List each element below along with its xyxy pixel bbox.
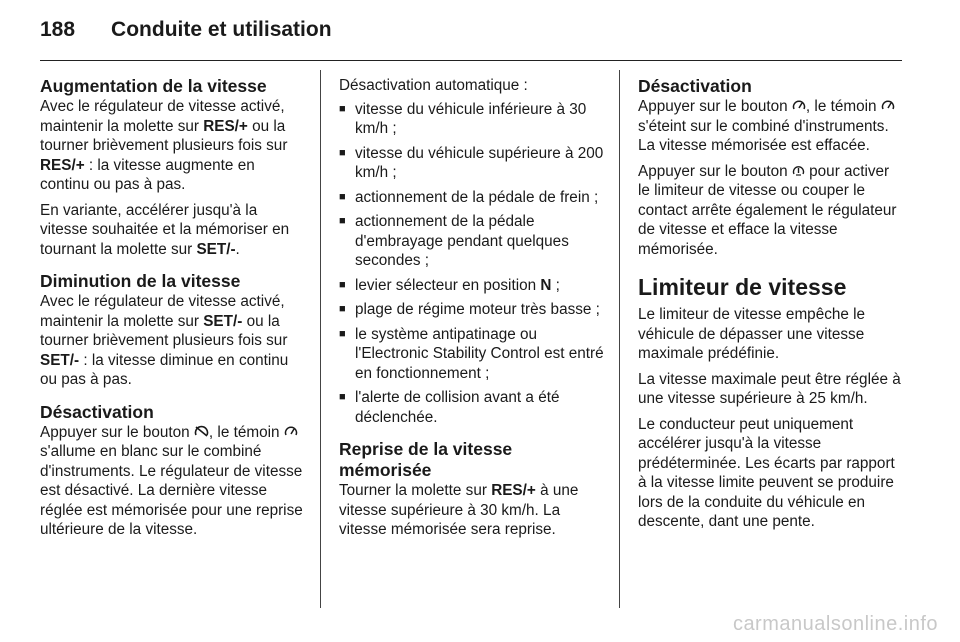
page-header [40, 18, 902, 60]
section-title-deactivation-2: Désactivation [638, 76, 752, 96]
speed-limiter-icon [792, 162, 805, 182]
column-1 [40, 76, 306, 540]
column-3 [638, 76, 904, 532]
paragraph: En variante, accélérer jusqu'à la vitesse souhaitée et la mémoriser en tournant la molette sur SET/-. [40, 201, 290, 258]
section-title-decrease: Diminution de la vitesse [40, 271, 241, 291]
section-title-deactivation: Désactivation [40, 401, 154, 422]
header-rule [40, 60, 902, 61]
list-item: ■ vitesse du véhicule supérieure à 200 km/h ; [339, 144, 605, 183]
cruise-cancel-icon [194, 423, 209, 443]
list-item: ■ le système antipatinage ou l'Electronic Stability Control est entré en fonctionnement ; [339, 325, 605, 384]
cruise-control-icon [284, 423, 298, 443]
paragraph: Le limiteur de vitesse empêche le véhicule de dépasser une vitesse maximale prédéfinie. [638, 306, 866, 362]
cruise-control-icon [881, 97, 895, 117]
page-title: Conduite et utilisation [111, 18, 332, 41]
list-item: ■ actionnement de la pédale d'embrayage pendant quelques secondes ; [339, 212, 605, 271]
section-title-increase: Augmentation de la vitesse [40, 76, 267, 96]
column-2 [339, 76, 605, 540]
paragraph: La vitesse maximale peut être réglée à une vitesse supérieure à 25 km/h. [638, 370, 901, 407]
watermark: carmanualsonline.info [732, 613, 938, 635]
paragraph: Le conducteur peut uniquement accélérer jusqu'à la vitesse prédéterminée. Les écarts par rapport à la vitesse limite peuvent se produire lors de la conduite du véhicule en descente, dant une pente. [638, 415, 895, 530]
paragraph: Tourner la molette sur RES/+ à une vitesse supérieure à 30 km/h. La vitesse mémorisée sera reprise. [339, 482, 579, 538]
paragraph: Appuyer sur le bouton , le témoin s'éteint sur le combiné d'instruments. La vitesse mémorisée est effacée. [638, 97, 904, 156]
section-title-resume: Reprise de la vitesse mémorisée [339, 439, 513, 480]
section-title-speed-limiter: Limiteur de vitesse [638, 274, 847, 300]
column-divider-1 [320, 70, 321, 608]
list-item: ■ actionnement de la pédale de frein ; [339, 188, 605, 208]
list-item: ■ levier sélecteur en position N ; [339, 276, 605, 296]
paragraph: Avec le régulateur de vitesse activé, maintenir la molette sur SET/- ou la tourner brièvement plusieurs fois sur SET/- : la vitesse diminue en continu ou pas à pas. [40, 293, 289, 388]
column-divider-2 [619, 70, 620, 608]
list-item: ■ l'alerte de collision avant a été déclenchée. [339, 388, 605, 427]
page-number: 188 [40, 18, 76, 41]
cruise-control-icon [792, 97, 806, 117]
list-item: ■ plage de régime moteur très basse ; [339, 300, 605, 320]
auto-deactivation-intro: Désactivation automatique : [339, 77, 528, 94]
paragraph: Avec le régulateur de vitesse activé, maintenir la molette sur RES/+ ou la tourner brièvement plusieurs fois sur RES/+ : la vitesse augmente en continu ou pas à pas. [40, 98, 288, 193]
paragraph: Appuyer sur le bouton pour activer le limiteur de vitesse ou couper le contact arrête également le régulateur de vitesse et efface la vitesse mémorisée. [638, 162, 897, 258]
paragraph: Appuyer sur le bouton , le témoin s'allume en blanc sur le combiné d'instruments. Le régulateur de vitesse est désactivé. La dernière vitesse réglée est mémorisée pour une reprise ultérieure de la vitesse. [40, 423, 303, 538]
list-item: ■ vitesse du véhicule inférieure à 30 km/h ; [339, 100, 605, 139]
auto-deactivation-list [339, 100, 605, 428]
